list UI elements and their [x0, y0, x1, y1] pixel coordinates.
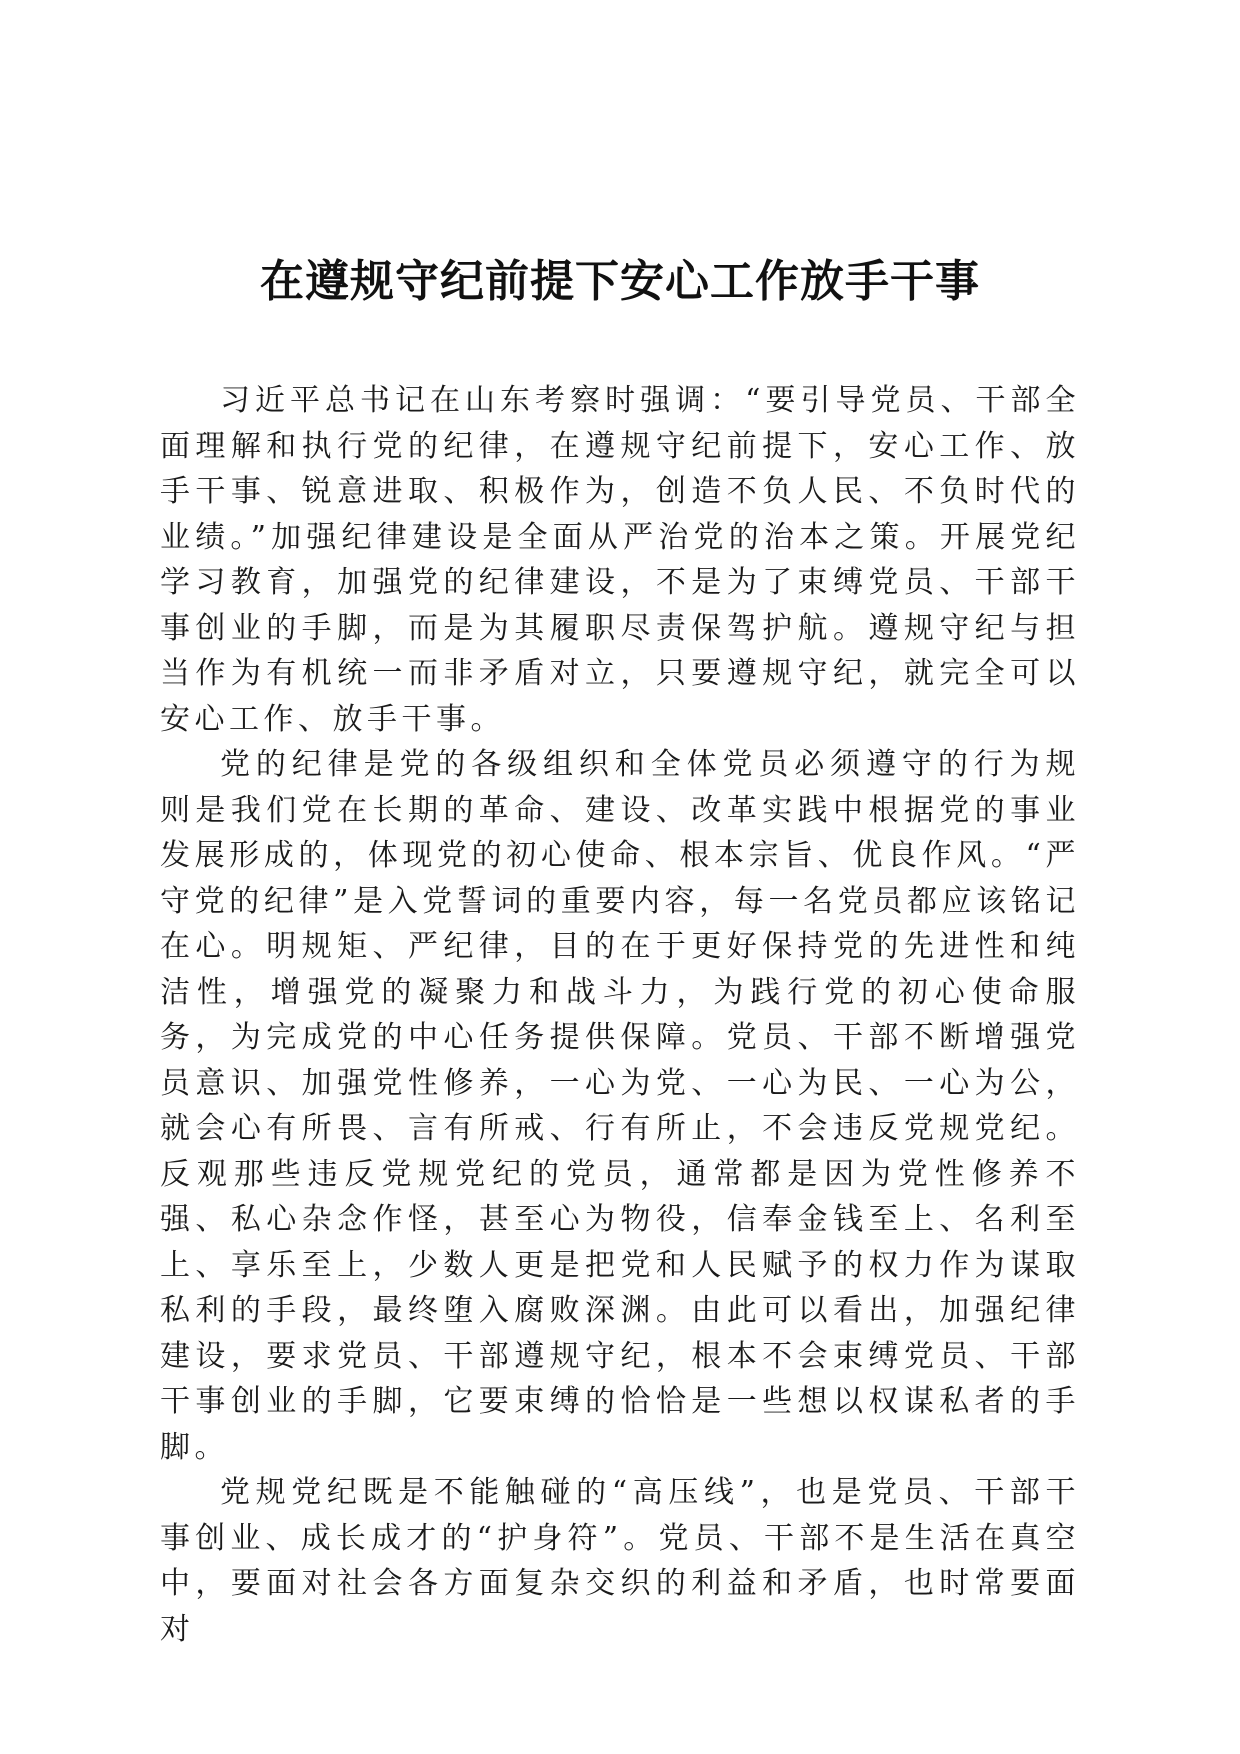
paragraph: 党规党纪既是不能触碰的“高压线”，也是党员、干部干事创业、成长成才的“护身符”。党员、干部不是生活在真空中，要面对社会各方面复杂交织的利益和矛盾，也时常要面对: [160, 1475, 1080, 1647]
document-title: 在遵规守纪前提下安心工作放手干事: [260, 256, 980, 307]
paragraph: 习近平总书记在山东考察时强调：“要引导党员、干部全面理解和执行党的纪律，在遵规守纪前提下，安心工作、放手干事、锐意进取、积极作为，创造不负人民、不负时代的业绩。”加强纪律建设是全面从严治党的治本之策。开展党纪学习教育，加强党的纪律建设，不是为了束缚党员、干部干事创业的手脚，而是为其履职尽责保驾护航。遵规守纪与担当作为有机统一而非矛盾对立，只要遵规守纪，就完全可以安心工作、放手干事。: [160, 383, 1080, 737]
document-body: [160, 378, 1080, 1652]
paragraph: 党的纪律是党的各级组织和全体党员必须遵守的行为规则是我们党在长期的革命、建设、改革实践中根据党的事业发展形成的，体现党的初心使命、根本宗旨、优良作风。“严守党的纪律”是入党誓词的重要内容，每一名党员都应该铭记在心。明规矩、严纪律，目的在于更好保持党的先进性和纯洁性，增强党的凝聚力和战斗力，为践行党的初心使命服务，为完成党的中心任务提供保障。党员、干部不断增强党员意识、加强党性修养，一心为党、一心为民、一心为公，就会心有所畏、言有所戒、行有所止，不会违反党规党纪。反观那些违反党规党纪的党员，通常都是因为党性修养不强、私心杂念作怪，甚至心为物役，信奉金钱至上、名利至上、享乐至上，少数人更是把党和人民赋予的权力作为谋取私利的手段，最终堕入腐败深渊。由此可以看出，加强纪律建设，要求党员、干部遵规守纪，根本不会束缚党员、干部干事创业的手脚，它要束缚的恰恰是一些想以权谋私者的手脚。: [160, 747, 1080, 1465]
